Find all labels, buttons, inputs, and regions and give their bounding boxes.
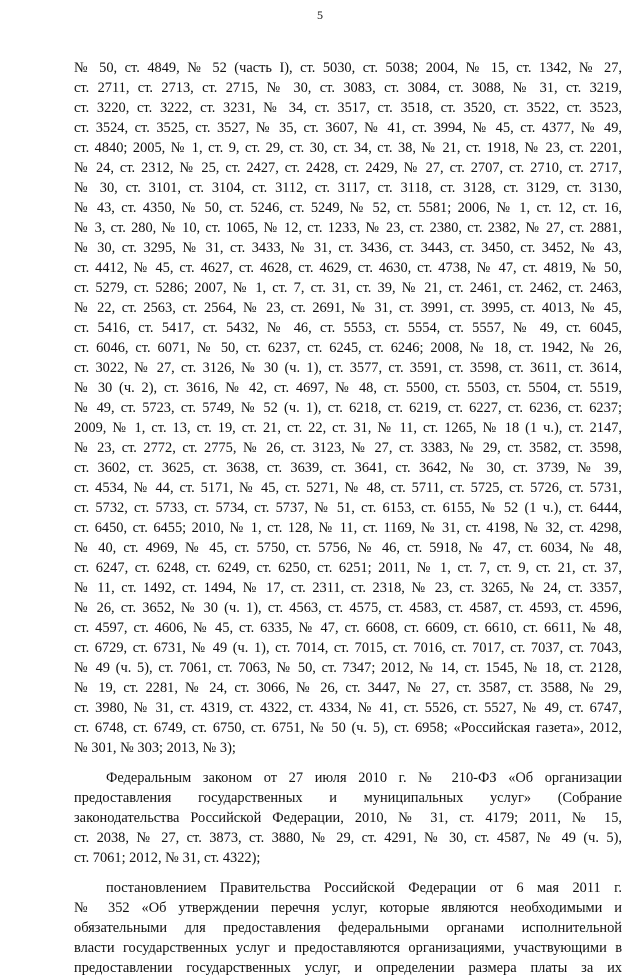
text-line: № 352 «Об утверждении перечня услуг, которые являются необходимыми и xyxy=(74,900,622,916)
text-line: № 43, ст. 4350, № 50, ст. 5246, ст. 5249, № 52, ст. 5581; 2006, № 1, ст. 12, ст. 16, xyxy=(74,200,622,216)
text-line: предоставлении государственных услуг, и определении размера платы за их xyxy=(74,960,622,976)
text-line: ст. 4534, № 44, ст. 5171, № 45, ст. 5271, № 48, ст. 5711, ст. 5725, ст. 5726, ст. 5731, xyxy=(74,480,622,496)
text-line: № 11, ст. 1492, ст. 1494, № 17, ст. 2311, ст. 2318, № 23, ст. 3265, № 24, ст. 3357, xyxy=(74,580,622,596)
text-line: № 40, ст. 4969, № 45, ст. 5750, ст. 5756, № 46, ст. 5918, № 47, ст. 6034, № 48, xyxy=(74,540,622,556)
paragraph xyxy=(74,58,622,758)
text-line: № 22, ст. 2563, ст. 2564, № 23, ст. 2691, № 31, ст. 3991, ст. 3995, ст. 4013, № 45, xyxy=(74,300,622,316)
text-line: № 30 (ч. 2), ст. 3616, № 42, ст. 4697, № 48, ст. 5500, ст. 5503, ст. 5504, ст. 5519, xyxy=(74,380,622,396)
text-line: Федеральным законом от 27 июля 2010 г. № 210-ФЗ «Об организации xyxy=(106,770,622,786)
text-line: № 50, ст. 4849, № 52 (часть I), ст. 5030, ст. 5038; 2004, № 15, ст. 1342, № 27, xyxy=(74,60,622,76)
text-line: ст. 2038, № 27, ст. 3873, ст. 3880, № 29, ст. 4291, № 30, ст. 4587, № 49 (ч. 5), xyxy=(74,830,622,846)
text-line: постановлением Правительства Российской Федерации от 6 мая 2011 г. xyxy=(106,880,622,896)
text-line: обязательными для предоставления федеральными органами исполнительной xyxy=(74,920,622,936)
text-line: ст. 5416, ст. 5417, ст. 5432, № 46, ст. 5553, ст. 5554, ст. 5557, № 49, ст. 6045, xyxy=(74,320,622,336)
text-line: № 49 (ч. 5), ст. 7061, ст. 7063, № 50, ст. 7347; 2012, № 14, ст. 1545, № 18, ст. 2128, xyxy=(74,660,622,676)
text-line: ст. 2711, ст. 2713, ст. 2715, № 30, ст. 3083, ст. 3084, ст. 3088, № 31, ст. 3219, xyxy=(74,80,622,96)
text-line: № 30, ст. 3101, ст. 3104, ст. 3112, ст. 3117, ст. 3118, ст. 3128, ст. 3129, ст. 3130, xyxy=(74,180,622,196)
text-line: № 30, ст. 3295, № 31, ст. 3433, № 31, ст. 3436, ст. 3443, ст. 3450, ст. 3452, № 43, xyxy=(74,240,622,256)
text-line: ст. 3022, № 27, ст. 3126, № 30 (ч. 1), ст. 3577, ст. 3591, ст. 3598, ст. 3611, ст. 3614, xyxy=(74,360,622,376)
text-line: ст. 4597, ст. 4606, № 45, ст. 6335, № 47, ст. 6608, ст. 6609, ст. 6610, ст. 6611, № 48, xyxy=(74,620,622,636)
text-line: № 3, ст. 280, № 10, ст. 1065, № 12, ст. 1233, № 23, ст. 2380, ст. 2382, № 27, ст. 2881, xyxy=(74,220,622,236)
text-line: ст. 3980, № 31, ст. 4319, ст. 4322, ст. 4334, № 41, ст. 5526, ст. 5527, № 49, ст. 6747, xyxy=(74,700,622,716)
text-line: ст. 6247, ст. 6248, ст. 6249, ст. 6250, ст. 6251; 2011, № 1, ст. 7, ст. 9, ст. 21, ст. 37, xyxy=(74,560,622,576)
text-line: ст. 3602, ст. 3625, ст. 3638, ст. 3639, ст. 3641, ст. 3642, № 30, ст. 3739, № 39, xyxy=(74,460,622,476)
text-line: ст. 6046, ст. 6071, № 50, ст. 6237, ст. 6245, ст. 6246; 2008, № 18, ст. 1942, № 26, xyxy=(74,340,622,356)
text-line: законодательства Российской Федерации, 2010, № 31, ст. 4179; 2011, № 15, xyxy=(74,810,622,826)
text-line: ст. 6748, ст. 6749, ст. 6750, ст. 6751, № 50 (ч. 5), ст. 6958; «Российская газета», 2012, xyxy=(74,720,622,736)
paragraph-gap xyxy=(74,868,622,878)
paragraph xyxy=(74,768,622,868)
text-line: ст. 7061; 2012, № 31, ст. 4322); xyxy=(74,850,261,866)
page-number: 5 xyxy=(317,8,323,22)
text-line: ст. 6729, ст. 6731, № 49 (ч. 1), ст. 7014, ст. 7015, ст. 7016, ст. 7017, ст. 7037, ст. 7043, xyxy=(74,640,622,656)
text-line: № 301, № 303; 2013, № 3); xyxy=(74,740,236,756)
text-line: № 24, ст. 2312, № 25, ст. 2427, ст. 2428, ст. 2429, № 27, ст. 2707, ст. 2710, ст. 2717, xyxy=(74,160,622,176)
text-line: № 26, ст. 3652, № 30 (ч. 1), ст. 4563, ст. 4575, ст. 4583, ст. 4587, ст. 4593, ст. 4596, xyxy=(74,600,622,616)
text-line: ст. 5732, ст. 5733, ст. 5734, ст. 5737, № 51, ст. 6153, ст. 6155, № 52 (1 ч.), ст. 6444, xyxy=(74,500,622,516)
text-line: № 49, ст. 5723, ст. 5749, № 52 (ч. 1), ст. 6218, ст. 6219, ст. 6227, ст. 6236, ст. 6237; xyxy=(74,400,622,416)
paragraph xyxy=(74,878,622,978)
text-line: № 19, ст. 2281, № 24, ст. 3066, № 26, ст. 3447, № 27, ст. 3587, ст. 3588, № 29, xyxy=(74,680,622,696)
text-line: предоставления государственных и муниципальных услуг» (Собрание xyxy=(74,790,622,806)
document-body xyxy=(74,58,622,978)
text-line: ст. 4412, № 45, ст. 4627, ст. 4628, ст. 4629, ст. 4630, ст. 4738, № 47, ст. 4819, № 50, xyxy=(74,260,622,276)
text-line: ст. 5279, ст. 5286; 2007, № 1, ст. 7, ст. 31, ст. 39, № 21, ст. 2461, ст. 2462, ст. 2463, xyxy=(74,280,622,296)
text-line: власти государственных услуг и предоставляются организациями, участвующими в xyxy=(74,940,622,956)
text-line: ст. 3524, ст. 3525, ст. 3527, № 35, ст. 3607, № 41, ст. 3994, № 45, ст. 4377, № 49, xyxy=(74,120,622,136)
text-line: 2009, № 1, ст. 13, ст. 19, ст. 21, ст. 22, ст. 31, № 11, ст. 1265, № 18 (1 ч.), ст. 2147, xyxy=(74,420,622,436)
paragraph-gap xyxy=(74,758,622,768)
text-line: ст. 4840; 2005, № 1, ст. 9, ст. 29, ст. 30, ст. 34, ст. 38, № 21, ст. 1918, № 23, ст. 2201, xyxy=(74,140,622,156)
text-line: ст. 3220, ст. 3222, ст. 3231, № 34, ст. 3517, ст. 3518, ст. 3520, ст. 3522, ст. 3523, xyxy=(74,100,622,116)
text-line: № 23, ст. 2772, ст. 2775, № 26, ст. 3123, № 27, ст. 3383, № 29, ст. 3582, ст. 3598, xyxy=(74,440,622,456)
text-line: ст. 6450, ст. 6455; 2010, № 1, ст. 128, № 11, ст. 1169, № 31, ст. 4198, № 32, ст. 4298, xyxy=(74,520,622,536)
